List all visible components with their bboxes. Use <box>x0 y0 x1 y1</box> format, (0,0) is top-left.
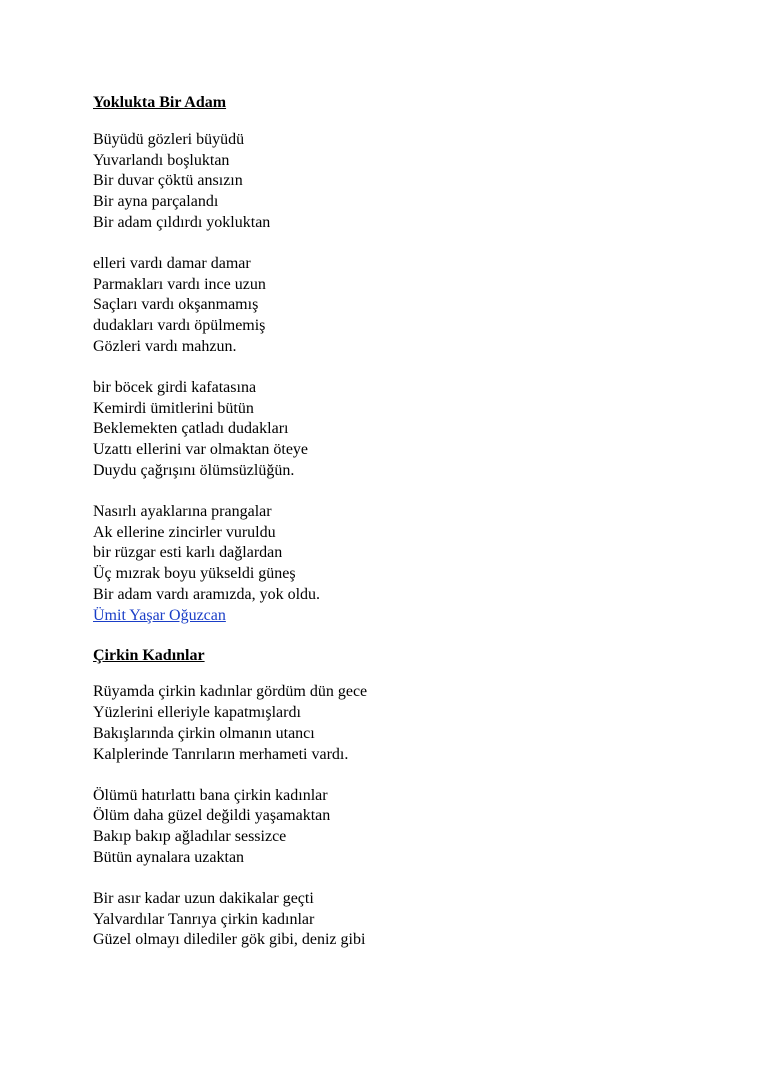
poem-line: Bir ayna parçalandı <box>93 193 219 211</box>
poem-line: Bakıp bakıp ağladılar sessizce <box>93 828 287 846</box>
poem-line: Rüyamda çirkin kadınlar gördüm dün gece <box>93 683 368 701</box>
poem-line: Yuvarlandı boşluktan <box>93 151 230 169</box>
poem-line: Bir asır kadar uzun dakikalar geçti <box>93 889 314 907</box>
poem-line: Gözleri vardı mahzun. <box>93 337 237 355</box>
poem-line: Saçları vardı okşanmamış <box>93 296 259 314</box>
poem1-stanza-2 <box>93 254 733 358</box>
poem-title-cirkin-kadinlar: Çirkin Kadınlar <box>93 646 205 664</box>
poem-line: Nasırlı ayaklarına prangalar <box>93 502 272 520</box>
poem-line: dudakları vardı öpülmemiş <box>93 317 266 335</box>
poem-line: Güzel olmayı dilediler gök gibi, deniz gibi <box>93 931 366 949</box>
document-page <box>93 90 733 951</box>
poem-line: Kemirdi ümitlerini bütün <box>93 399 254 417</box>
poem2-stanza-1 <box>93 682 733 765</box>
poem-line: Üç mızrak boyu yükseldi güneş <box>93 565 296 583</box>
poem-line: Yüzlerini elleriyle kapatmışlardı <box>93 704 301 722</box>
poem-line: Parmakları vardı ince uzun <box>93 275 266 293</box>
poem-line: Ak ellerine zincirler vuruldu <box>93 523 276 541</box>
poem-line: elleri vardı damar damar <box>93 254 251 272</box>
poem2-stanza-2 <box>93 786 733 869</box>
poem1-stanza-4 <box>93 502 733 627</box>
poem-line: Duydu çağrışını ölümsüzlüğün. <box>93 461 295 479</box>
poem2-stanza-3 <box>93 889 733 951</box>
poem-line: Beklemekten çatladı dudakları <box>93 420 289 438</box>
poem-line: Kalplerinde Tanrıların merhameti vardı. <box>93 745 349 763</box>
poem-line: Ölüm daha güzel değildi yaşamaktan <box>93 807 331 825</box>
poem-line: Bir duvar çöktü ansızın <box>93 172 243 190</box>
poem-line: bir böcek girdi kafatasına <box>93 378 257 396</box>
poem-line: Uzattı ellerini var olmaktan öteye <box>93 441 309 459</box>
poem-line: bir rüzgar esti karlı dağlardan <box>93 544 283 562</box>
poem-title-yoklukta-bir-adam: Yoklukta Bir Adam <box>93 94 227 111</box>
poem-line: Bakışlarında çirkin olmanın utancı <box>93 724 315 742</box>
author-link[interactable]: Ümit Yaşar Oğuzcan <box>93 606 226 624</box>
poem-line: Ölümü hatırlattı bana çirkin kadınlar <box>93 786 328 804</box>
poem1-stanza-1 <box>93 130 733 234</box>
poem-line: Bütün aynalara uzaktan <box>93 848 245 866</box>
poem-line: Bir adam vardı aramızda, yok oldu. <box>93 585 321 603</box>
poem-line: Bir adam çıldırdı yokluktan <box>93 213 271 231</box>
poem-line: Büyüdü gözleri büyüdü <box>93 130 245 148</box>
poem1-stanza-3 <box>93 378 733 482</box>
poem-line: Yalvardılar Tanrıya çirkin kadınlar <box>93 910 315 928</box>
